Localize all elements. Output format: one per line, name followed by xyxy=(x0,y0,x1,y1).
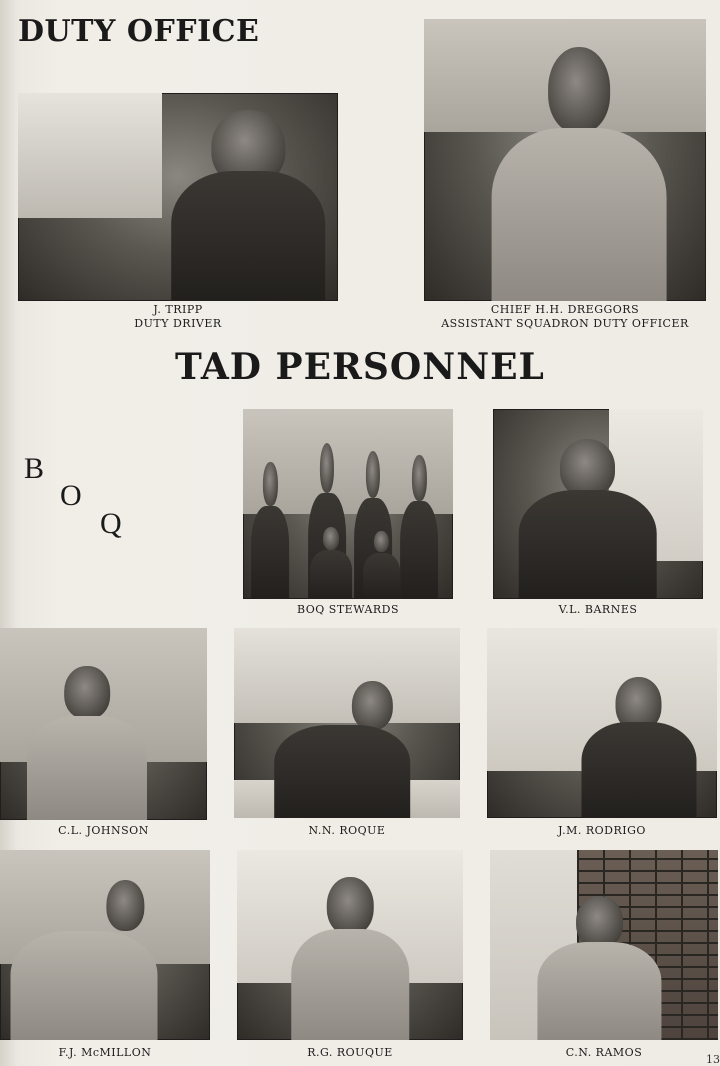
caption-rodrigo xyxy=(487,824,717,838)
duty-office-heading: DUTY OFFICE xyxy=(18,14,260,49)
photo-dreggors xyxy=(424,19,706,301)
caption-ramos xyxy=(490,1046,718,1060)
caption-johnson xyxy=(0,824,207,838)
caption-dreggors-name: CHIEF H.H. DREGGORS xyxy=(490,303,640,316)
photo-roque xyxy=(234,628,460,818)
caption-rouque xyxy=(237,1046,463,1060)
photo-barnes xyxy=(493,409,703,599)
photo-johnson xyxy=(0,628,207,820)
caption-tripp-name: J. TRIPP xyxy=(153,303,203,316)
caption-boq-stewards xyxy=(243,603,453,617)
photo-mcmillon xyxy=(0,850,210,1040)
page-number: 13 xyxy=(706,1053,720,1066)
photo-rodrigo xyxy=(487,628,717,818)
caption-boq-stewards-name: BOQ STEWARDS xyxy=(296,603,400,616)
caption-dreggors xyxy=(424,303,706,331)
caption-barnes xyxy=(493,603,703,617)
boq-letter-q: Q xyxy=(100,507,122,540)
caption-dreggors-role: ASSISTANT SQUADRON DUTY OFFICER xyxy=(441,317,689,330)
caption-johnson-name: C.L. JOHNSON xyxy=(58,824,149,837)
caption-tripp xyxy=(18,303,338,331)
photo-boq-stewards xyxy=(243,409,453,599)
caption-tripp-role: DUTY DRIVER xyxy=(134,317,222,330)
boq-letter-b: B xyxy=(24,452,45,485)
caption-roque xyxy=(234,824,460,838)
caption-barnes-name: V.L. BARNES xyxy=(558,603,638,616)
photo-ramos xyxy=(490,850,718,1040)
caption-mcmillon-name: F.J. McMILLON xyxy=(58,1046,152,1059)
photo-tripp xyxy=(18,93,338,301)
caption-mcmillon xyxy=(0,1046,210,1060)
caption-roque-name: N.N. ROQUE xyxy=(308,824,386,837)
caption-rodrigo-name: J.M. RODRIGO xyxy=(558,824,646,837)
photo-rouque xyxy=(237,850,463,1040)
caption-ramos-name: C.N. RAMOS xyxy=(565,1046,643,1059)
boq-letter-o: O xyxy=(60,479,82,512)
caption-rouque-name: R.G. ROUQUE xyxy=(307,1046,393,1059)
tad-personnel-heading: TAD PERSONNEL xyxy=(175,346,545,388)
